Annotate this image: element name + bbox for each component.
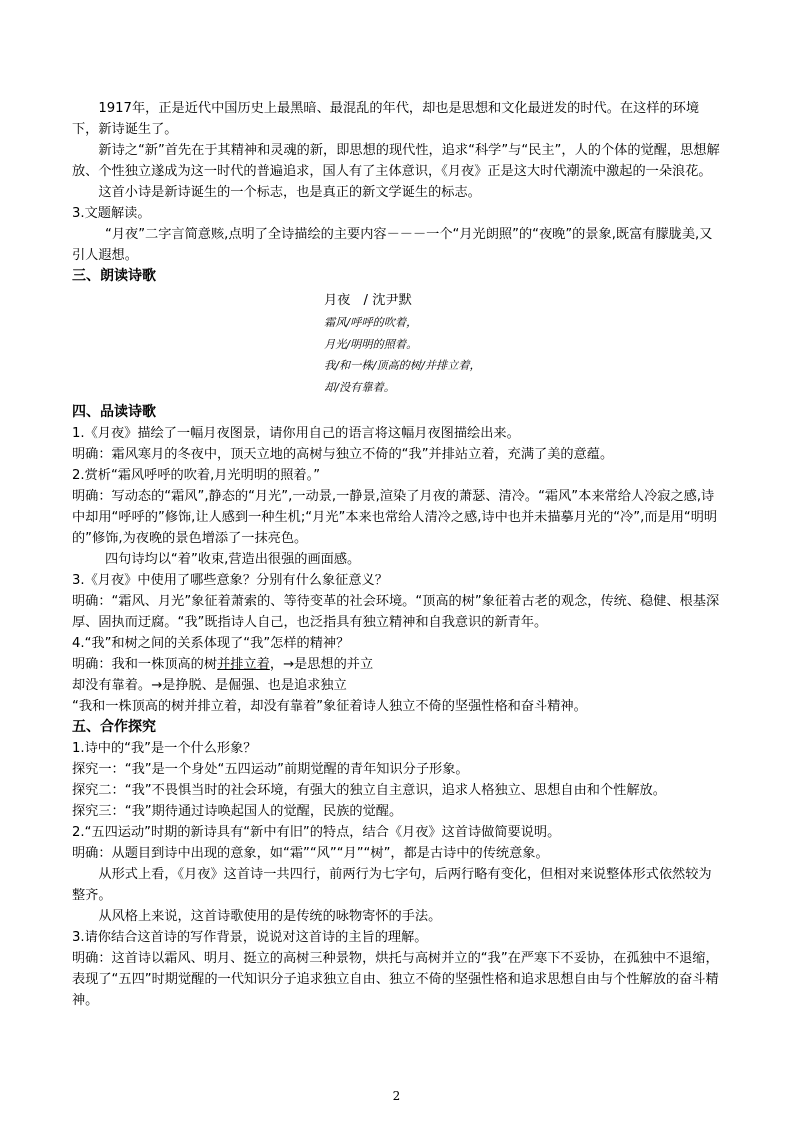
- paragraph: 1917年，正是近代中国历史上最黑暗、最混乱的年代，却也是思想和文化最迸发的时代。在这样的环境下，新诗诞生了。: [72, 101, 700, 137]
- answer: 却没有靠着。→是挣脱、是倔强、也是追求独立: [72, 678, 347, 693]
- paragraph: “月夜”二字言简意赅,点明了全诗描绘的主要内容－－－一个“月光朗照”的“夜晚”的景象,既富有朦胧美,又引人遐想。: [72, 227, 713, 263]
- question: 1.《月夜》描绘了一幅月夜图景，请你用自己的语言将这幅月夜图描绘出来。: [72, 426, 520, 441]
- answer: 明确：写动态的“霜风”,静态的“月光”,一动景,一静景,渲染了月夜的萧瑟、清冷。“霜风”本来常给人冷寂之感,诗中却用“呼呼的”修饰,让人感到一种生机;“月光”本来也常给人清冷之感,诗中也并未描摹月光的“冷”,而是用“明明的”修饰,为夜晚的景色增添了一抹亮色。: [72, 489, 718, 546]
- question: 2.“五四运动”时期的新诗具有“新中有旧”的特点，结合《月夜》这首诗做简要说明。: [72, 825, 561, 840]
- answer: 探究一：“我”是一个身处“五四运动”前期觉醒的青年知识分子形象。: [72, 762, 469, 777]
- answer: 探究三：“我”期待通过诗唤起国人的觉醒，民族的觉醒。: [72, 804, 403, 819]
- section-heading: 四、品读诗歌: [72, 404, 156, 420]
- question: 3.《月夜》中使用了哪些意象？分别有什么象征意义？: [72, 573, 388, 588]
- page-number: 2: [392, 1089, 401, 1103]
- answer: 探究二：“我”不畏惧当时的社会环境，有强大的独立自主意识，追求人格独立、思想自由和个性解放。: [72, 783, 666, 798]
- question: 4.“我”和树之间的关系体现了“我”怎样的精神？: [72, 636, 350, 651]
- paragraph: 四句诗均以“着”收束,营造出很强的画面感。: [105, 552, 361, 567]
- answer-text: 明确：我和一株顶高的树: [72, 657, 218, 672]
- answer: 明确：霜风寒月的冬夜中，顶天立地的高树与独立不倚的“我”并排站立着，充满了美的意蕴。: [72, 447, 614, 462]
- answer: 明确：“霜风、月光”象征着萧索的、等待变革的社会环境。“顶高的树”象征着古老的观念，传统、稳健、根基深厚、固执而迂腐。“我”既指诗人自己，也泛指具有独立精神和自我意识的新青年。: [72, 594, 720, 630]
- underlined-text: 并排立着: [217, 657, 270, 672]
- list-item: 3.文题解读。: [72, 206, 151, 221]
- poem-line: 却/没有靠着。: [324, 380, 395, 394]
- paragraph: 新诗之“新”首先在于其精神和灵魂的新，即思想的现代性，追求“科学”与“民主”，人的个体的觉醒，思想解放、个性独立遂成为这一时代的普遍追求，国人有了主体意识，《月夜》正是这大时代潮流中激起的一朵浪花。: [72, 143, 720, 179]
- paragraph: 这首小诗是新诗诞生的一个标志，也是真正的新文学诞生的标志。: [98, 185, 481, 200]
- poem-line: 月光/明明的照着。: [324, 337, 418, 351]
- answer-text: ，→是思想的并立: [269, 657, 374, 672]
- section-heading: 三、朗读诗歌: [72, 268, 156, 284]
- question: 1.诗中的“我”是一个什么形象？: [72, 741, 257, 756]
- paragraph: 从形式上看，《月夜》这首诗一共四行，前两行为七字句，后两行略有变化，但相对来说整体形式依然较为整齐。: [72, 867, 712, 903]
- answer: “我和一株顶高的树并排立着，却没有靠着”象征着诗人独立不倚的坚强性格和奋斗精神。: [72, 699, 587, 714]
- answer: 明确：从题目到诗中出现的意象，如“霜”“风”“月”“树”，都是古诗中的传统意象。: [72, 846, 549, 861]
- section-heading: 五、合作探究: [72, 719, 156, 735]
- paragraph: 从风格上来说，这首诗歌使用的是传统的咏物寄怀的手法。: [98, 909, 442, 924]
- poem-line: 我/和一株/顶高的树/并排立着，: [324, 359, 481, 372]
- poem-title: 月夜 / 沈尹默: [324, 293, 412, 308]
- question: 3.请你结合这首诗的写作背景，说说对这首诗的主旨的理解。: [72, 930, 428, 945]
- poem-block: [324, 290, 724, 398]
- answer: 明确：这首诗以霜风、明月、挺立的高树三种景物，烘托与高树并立的“我”在严寒下不妥协，在孤独中不退缩，表现了“五四”时期觉醒的一代知识分子追求独立自由、独立不倚的坚强性格和追求思想自由与个性解放的奋斗精神。: [72, 951, 719, 1008]
- poem-line: 霜风/呼呼的吹着，: [324, 316, 418, 329]
- question: 2.赏析“霜风呼呼的吹着,月光明明的照着。”: [72, 468, 321, 483]
- answer: [72, 654, 724, 675]
- page-content: [72, 98, 724, 1011]
